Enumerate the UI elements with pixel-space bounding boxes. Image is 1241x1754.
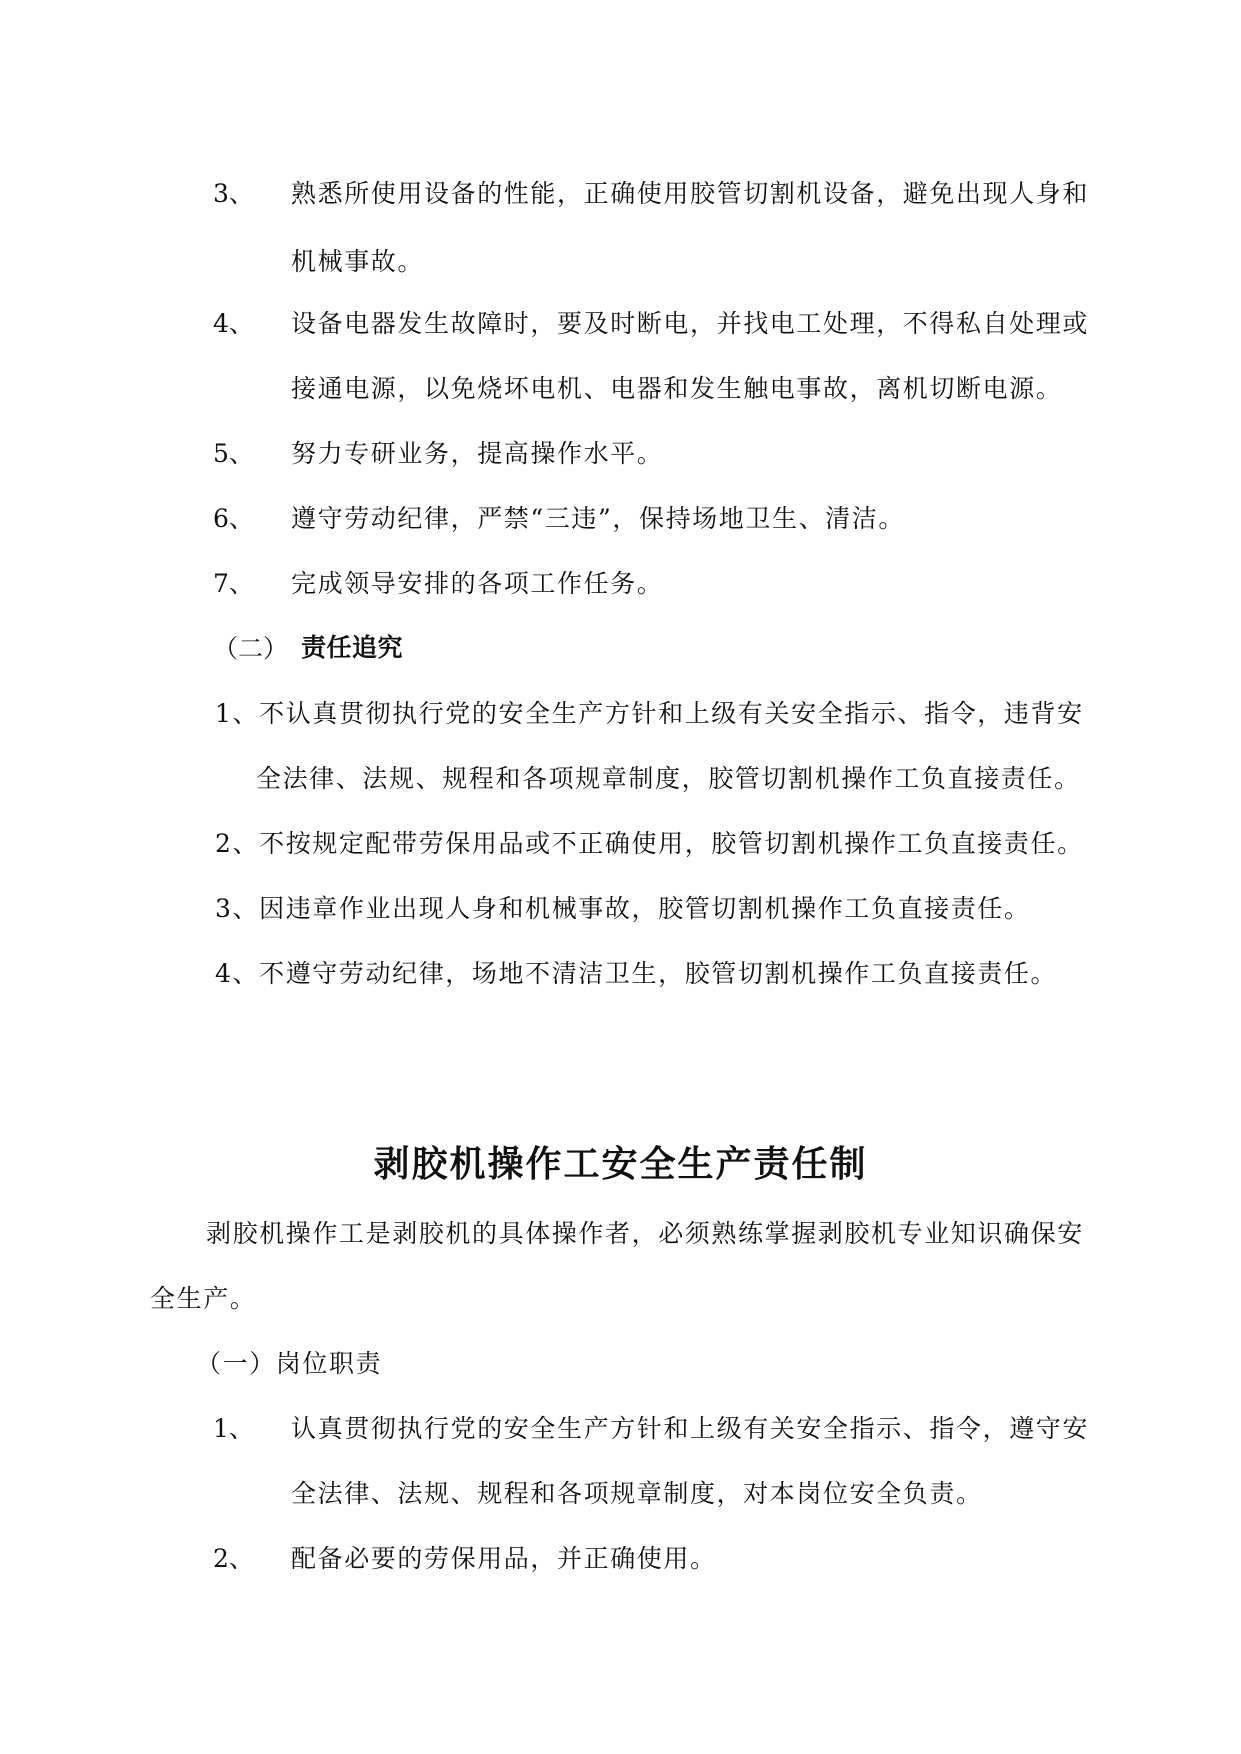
item-4-number: 4、 — [213, 309, 254, 338]
liability-item-4: 4、不遵守劳动纪律，场地不清洁卫生，胶管切割机操作工负直接责任。 — [215, 959, 1058, 988]
duty-item-1-text-cont: 全法律、法规、规程和各项规章制度，对本岗位安全负责。 — [291, 1479, 983, 1508]
duty-item-1-number: 1、 — [213, 1414, 254, 1443]
liability-item-3: 3、因违章作业出现人身和机械事故，胶管切割机操作工负直接责任。 — [215, 894, 1031, 923]
item-5-text: 努力专研业务，提高操作水平。 — [291, 439, 664, 468]
item-3-text-cont: 机械事故。 — [291, 247, 425, 276]
intro-paragraph-cont: 全生产。 — [150, 1284, 257, 1313]
document-title: 剥胶机操作工安全生产责任制 — [373, 1144, 868, 1185]
liability-item-2: 2、不按规定配带劳保用品或不正确使用，胶管切割机操作工负直接责任。 — [215, 829, 1084, 858]
item-4-text-cont: 接通电源，以免烧坏电机、电器和发生触电事故，离机切断电源。 — [291, 374, 1063, 403]
item-5-number: 5、 — [213, 439, 254, 468]
liability-item-1: 1、不认真贯彻执行党的安全生产方针和上级有关安全指示、指令，违背安 — [215, 699, 1084, 728]
intro-paragraph: 剥胶机操作工是剥胶机的具体操作者，必须熟练掌握剥胶机专业知识确保安 — [206, 1219, 1084, 1248]
item-7-number: 7、 — [213, 569, 254, 598]
item-3-text: 熟悉所使用设备的性能，正确使用胶管切割机设备，避免出现人身和 — [291, 179, 1090, 208]
section-two-heading-prefix: （二） — [213, 634, 289, 663]
duty-item-2-number: 2、 — [213, 1544, 254, 1573]
duties-heading: （一）岗位职责 — [196, 1349, 383, 1378]
item-6-text: 遵守劳动纪律，严禁“三违”，保持场地卫生、清洁。 — [291, 504, 905, 533]
item-4-text: 设备电器发生故障时，要及时断电，并找电工处理，不得私自处理或 — [291, 309, 1090, 338]
liability-item-1-cont: 全法律、法规、规程和各项规章制度，胶管切割机操作工负直接责任。 — [256, 764, 1081, 793]
duty-item-1-text: 认真贯彻执行党的安全生产方针和上级有关安全指示、指令，遵守安 — [291, 1414, 1090, 1443]
item-6-number: 6、 — [213, 504, 254, 533]
item-7-text: 完成领导安排的各项工作任务。 — [291, 569, 664, 598]
duty-item-2-text: 配备必要的劳保用品，并正确使用。 — [291, 1544, 717, 1573]
item-3-number: 3、 — [213, 179, 254, 208]
section-two-heading: 责任追究 — [301, 633, 404, 662]
